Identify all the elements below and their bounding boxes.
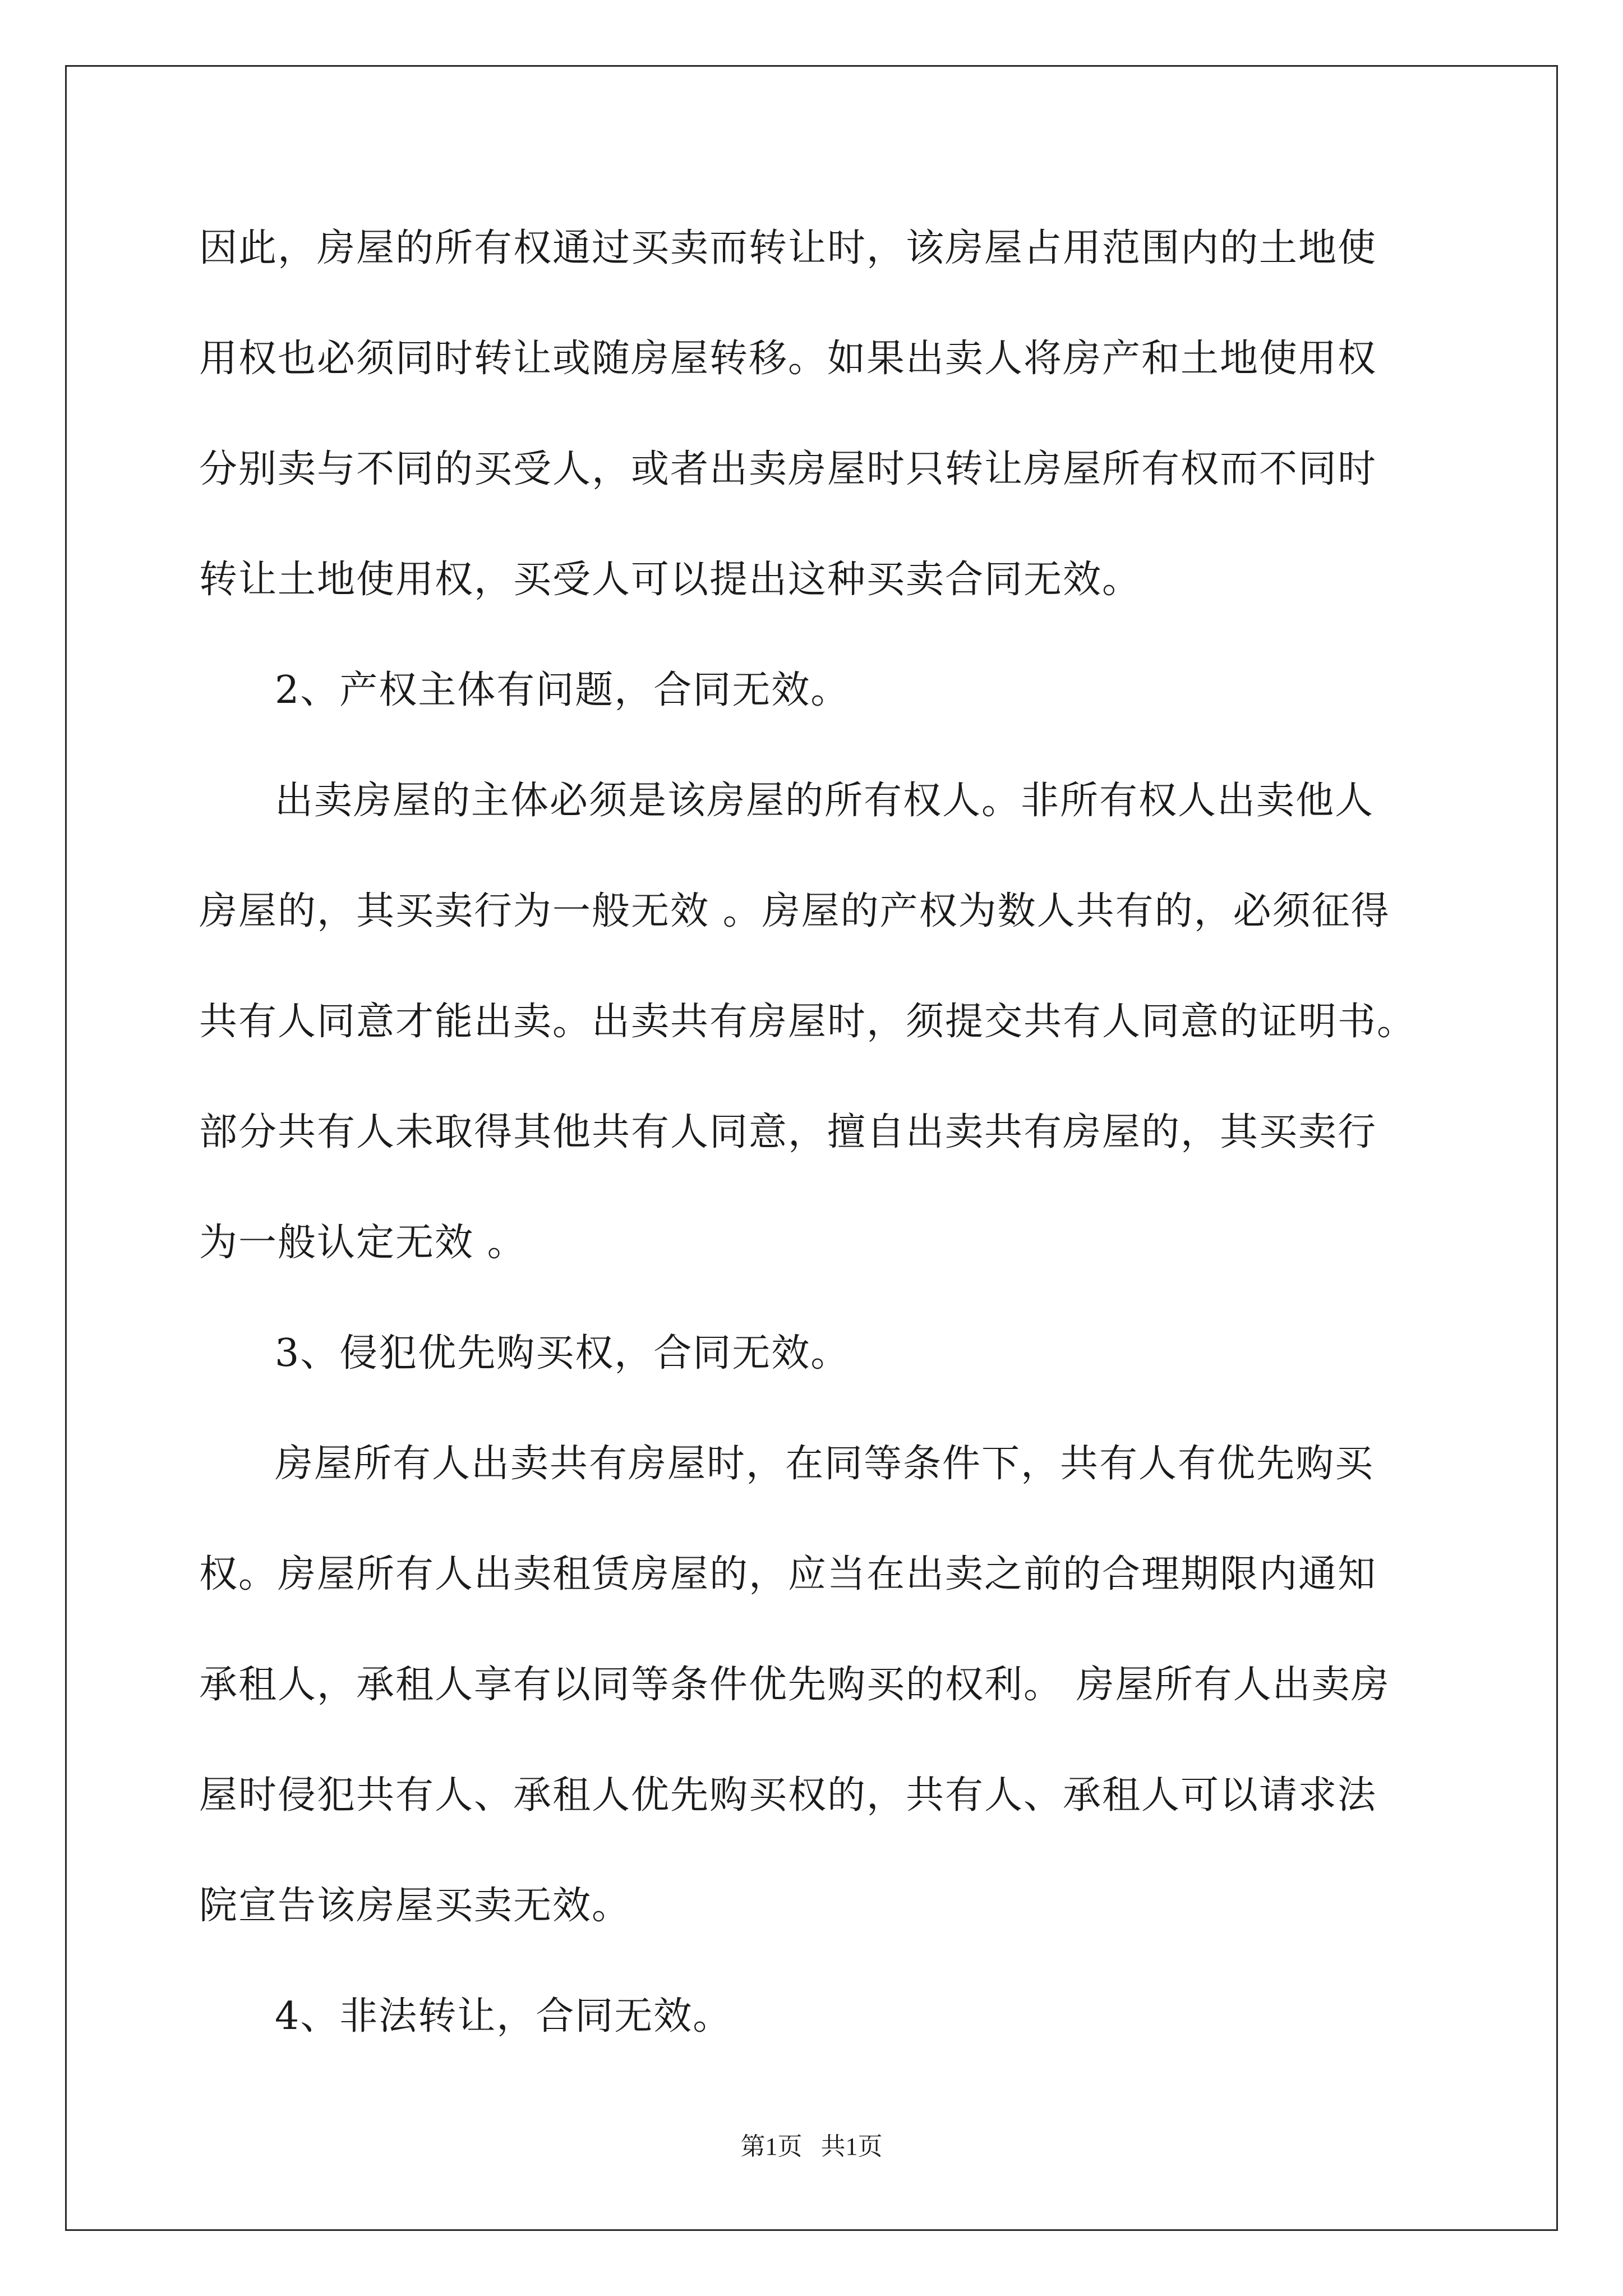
text-line: 房屋的，其买卖行为一般无效 。房屋的产权为数人共有的，必须征得 bbox=[199, 889, 1390, 933]
page-number: 第1页 共1页 bbox=[740, 2133, 883, 2160]
text-line: 因此，房屋的所有权通过买卖而转让时，该房屋占用范围内的土地使 bbox=[199, 226, 1377, 270]
text-line: 院宣告该房屋买卖无效。 bbox=[199, 1884, 631, 1928]
text-line: 承租人，承租人享有以同等条件优先购买的权利。 房屋所有人出卖房 bbox=[199, 1663, 1390, 1707]
text-line: 房屋所有人出卖共有房屋时，在同等条件下，共有人有优先购买 bbox=[275, 1442, 1375, 1486]
text-line: 部分共有人未取得其他共有人同意，擅自出卖共有房屋的，其买卖行 bbox=[199, 1110, 1377, 1154]
text-line: 共有人同意才能出卖。出卖共有房屋时，须提交共有人同意的证明书。 bbox=[199, 1000, 1417, 1044]
text-line: 为一般认定无效 。 bbox=[199, 1221, 527, 1265]
section-heading: 3、侵犯优先购买权，合同无效。 bbox=[275, 1331, 850, 1375]
text-line: 屋时侵犯共有人、承租人优先购买权的，共有人、承租人可以请求法 bbox=[199, 1773, 1377, 1818]
text-line: 用权也必须同时转让或随房屋转移。如果出卖人将房产和土地使用权 bbox=[199, 337, 1377, 381]
section-heading: 2、产权主体有问题，合同无效。 bbox=[275, 668, 850, 712]
text-line: 转让土地使用权，买受人可以提出这种买卖合同无效。 bbox=[199, 558, 1142, 602]
text-line: 分别卖与不同的买受人，或者出卖房屋时只转让房屋所有权而不同时 bbox=[199, 447, 1377, 491]
text-line: 权。房屋所有人出卖租赁房屋的，应当在出卖之前的合理期限内通知 bbox=[199, 1552, 1377, 1596]
section-heading: 4、非法转让，合同无效。 bbox=[275, 1994, 732, 2039]
text-line: 出卖房屋的主体必须是该房屋的所有权人。非所有权人出卖他人 bbox=[275, 779, 1375, 823]
